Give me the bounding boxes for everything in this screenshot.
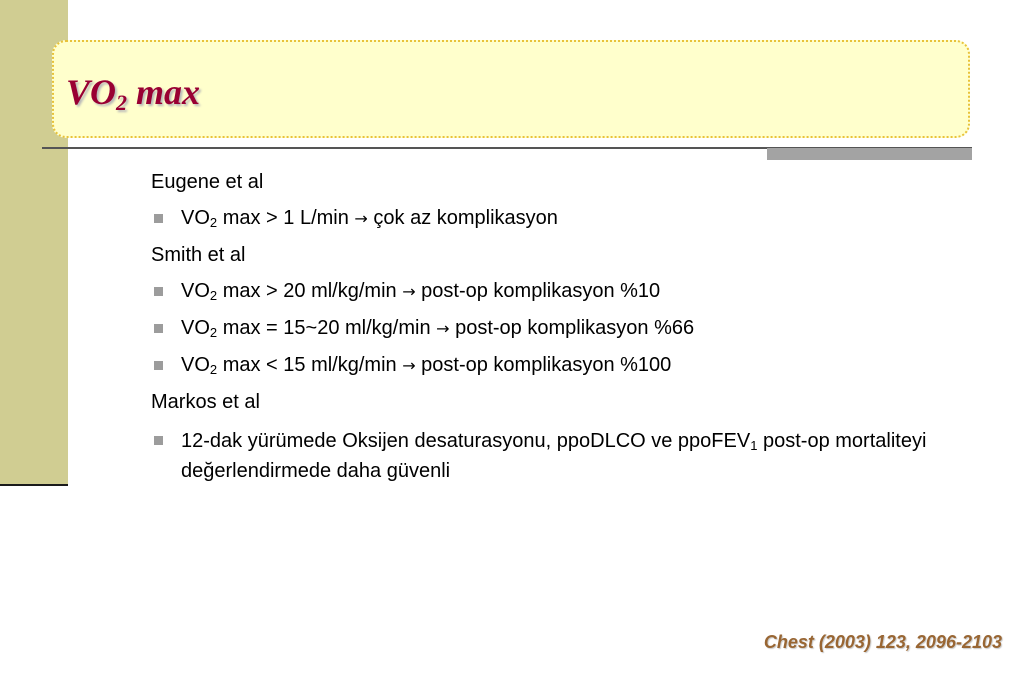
list-item: $VO_2$ max = 15~20 ml/kg/min → post-op komplikasyon %66 — [151, 316, 941, 341]
right-arrow-icon: → — [402, 282, 416, 301]
citation: Chest (2003) 123, 2096-2103 — [763, 632, 1002, 652]
square-bullet-icon — [154, 214, 163, 223]
right-arrow-icon: → — [402, 356, 416, 375]
list-item: $VO_2$ max > 20 ml/kg/min → post-op komplikasyon %10 — [151, 279, 941, 304]
title-base: VO — [66, 72, 117, 112]
list-item: $VO_2$ max < 15 ml/kg/min → post-op komplikasyon %100 — [151, 353, 941, 378]
square-bullet-icon — [154, 361, 163, 370]
right-arrow-icon: → — [436, 319, 450, 338]
heading-eugene: Eugene et al — [151, 171, 264, 193]
list-item: 12-dak yürümede Oksijen desaturasyonu, ppoDLCO ve ppoFEV$_1$ post-op mortaliteyi değerlendirmede daha güvenli — [151, 426, 941, 486]
divider-accent — [767, 148, 972, 160]
square-bullet-icon — [154, 324, 163, 333]
square-bullet-icon — [154, 436, 163, 445]
slide-title — [66, 72, 201, 115]
title-box — [52, 40, 970, 138]
right-arrow-icon: → — [354, 209, 368, 228]
heading-smith: Smith et al — [151, 244, 246, 266]
left-bar-bottom-line — [0, 484, 68, 486]
list-item: $VO_2$ max > 1 L/min → çok az komplikasyon — [151, 206, 941, 231]
square-bullet-icon — [154, 287, 163, 296]
title-subscript: 2 — [116, 90, 128, 115]
slide-content — [151, 170, 941, 498]
heading-markos: Markos et al — [151, 391, 260, 413]
title-rest: max — [127, 72, 201, 112]
